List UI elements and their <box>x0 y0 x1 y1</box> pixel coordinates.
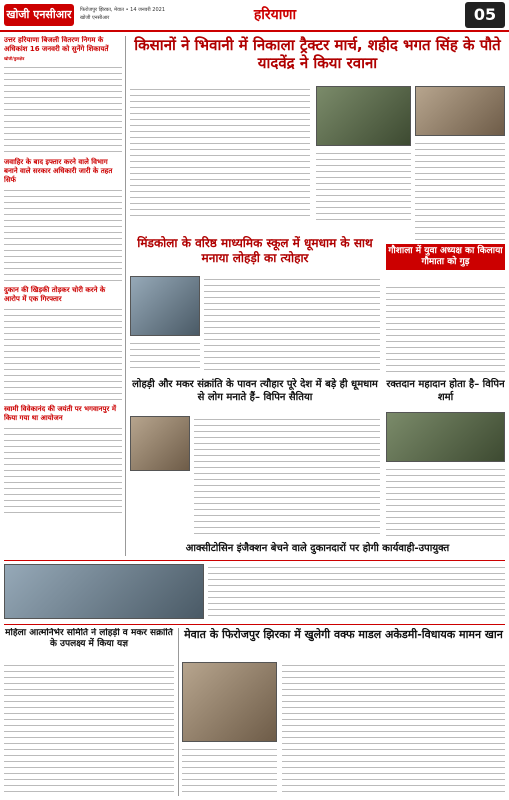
bottom-rule <box>4 624 505 625</box>
left-story2-body <box>4 187 122 282</box>
school-headline-box <box>130 236 380 272</box>
school-photo <box>130 276 200 336</box>
bottom-left-body <box>4 662 174 796</box>
bottom-right-headline-box <box>182 628 505 658</box>
bottom-right-headline: मेवात के फिरोजपुर झिरका में खुलेगी वक्फ माडल अकेडमी-विधायक मामन खान <box>184 628 503 641</box>
bottom-right-body-2 <box>182 746 277 796</box>
lohri-headline: लोहड़ी और मकर संक्रांति के पावन त्यौहार पूरे देश में बड़े ही धूमधाम से लोग मनाते हैं– विपिन सैतिया <box>132 379 378 403</box>
oxygen-headline-box <box>130 540 505 560</box>
blood-photo <box>386 412 505 462</box>
left-story1-body <box>4 64 122 154</box>
page-number: 05 <box>465 2 505 28</box>
blood-headline-box <box>386 378 505 408</box>
left-story1-byline: खोजी/कुरुक्षेत्र <box>4 56 25 61</box>
oxygen-body <box>208 564 505 619</box>
page-header <box>0 0 509 32</box>
header-meta <box>80 6 165 22</box>
school-headline: मिंडकोला के वरिष्ठ माध्यमिक स्कूल में धूमधाम के साथ मनाया लोहड़ी का त्योहार <box>137 236 373 265</box>
lead-headline-box <box>130 36 505 82</box>
lead-body <box>130 86 310 221</box>
left-story4-body <box>4 425 122 515</box>
lead-body-2 <box>316 150 411 220</box>
lead-headline: किसानों ने भिवानी में निकाला ट्रैक्टर मार्च, शहीद भगत सिंह के पौते यादवेंद्र ने किया रवाना <box>134 36 501 72</box>
lohri-body <box>194 416 380 536</box>
meta-line-1: फिरोजपुर झिरका, मेवात • 14 जनवरी 2021 <box>80 7 166 13</box>
meta-line-2: खोजी एनसीआर <box>80 15 110 21</box>
bottom-right-photo <box>182 662 277 742</box>
lead-photo-1 <box>316 86 411 146</box>
blood-headline: रक्तदान महादान होता है– विपिन शर्मा <box>386 379 505 403</box>
left-story1-headline: उत्तर हरियाणा बिजली वितरण निगम के अधिकांश 16 जनवरी को सुनेंगे शिकायतें <box>4 36 109 53</box>
lead-photo-2 <box>415 86 505 136</box>
oxygen-photo <box>4 564 204 619</box>
section-title: हरियाणा <box>253 7 297 23</box>
lohri-headline-box <box>130 378 380 412</box>
left-story2-headline: जवाहिर के बाद इफ्तार करने वाले विभाग बनाने वाले सरकार अधिकारी जारी के तहत सिर्फ <box>4 158 113 184</box>
left-column <box>4 36 122 556</box>
lead-body-3 <box>415 140 505 240</box>
cow-body <box>386 284 505 372</box>
left-story4-headline: स्वामी विवेकानंद की जयंती पर भगवानपुर में किया गया था आयोजन <box>4 405 116 422</box>
bottom-left-headline-box <box>4 628 174 658</box>
left-story3-headline: दुकान की खिड़की तोड़कर चोरी करने के आरोप में एक गिरफ्तार <box>4 286 106 303</box>
bottom-divider <box>178 628 179 796</box>
school-body <box>204 276 380 372</box>
bottom-left-headline: महिला आत्मनिर्भर समिति ने लोहड़ी व मकर सक्रांति के उपलक्ष्य में किया यज्ञ <box>5 628 173 649</box>
section-rule <box>4 560 505 561</box>
column-divider <box>125 36 126 556</box>
cow-headline-box <box>386 244 505 280</box>
oxygen-headline: आक्सीटोसिन इंजैक्शन बेचने वाले दुकानदारों पर होगी कार्यवाही-उपायुक्त <box>185 543 450 554</box>
blood-body <box>386 466 505 536</box>
brand-name: खोजी एनसीआर <box>6 8 72 21</box>
school-body-2 <box>130 340 200 372</box>
bottom-right-body <box>282 662 505 796</box>
brand-logo <box>4 4 74 26</box>
lohri-photo <box>130 416 190 471</box>
cow-headline: गौशाला में युवा अध्यक्ष का किलाया गौमाता को गुड़ <box>386 244 505 270</box>
left-story3-body <box>4 306 122 401</box>
